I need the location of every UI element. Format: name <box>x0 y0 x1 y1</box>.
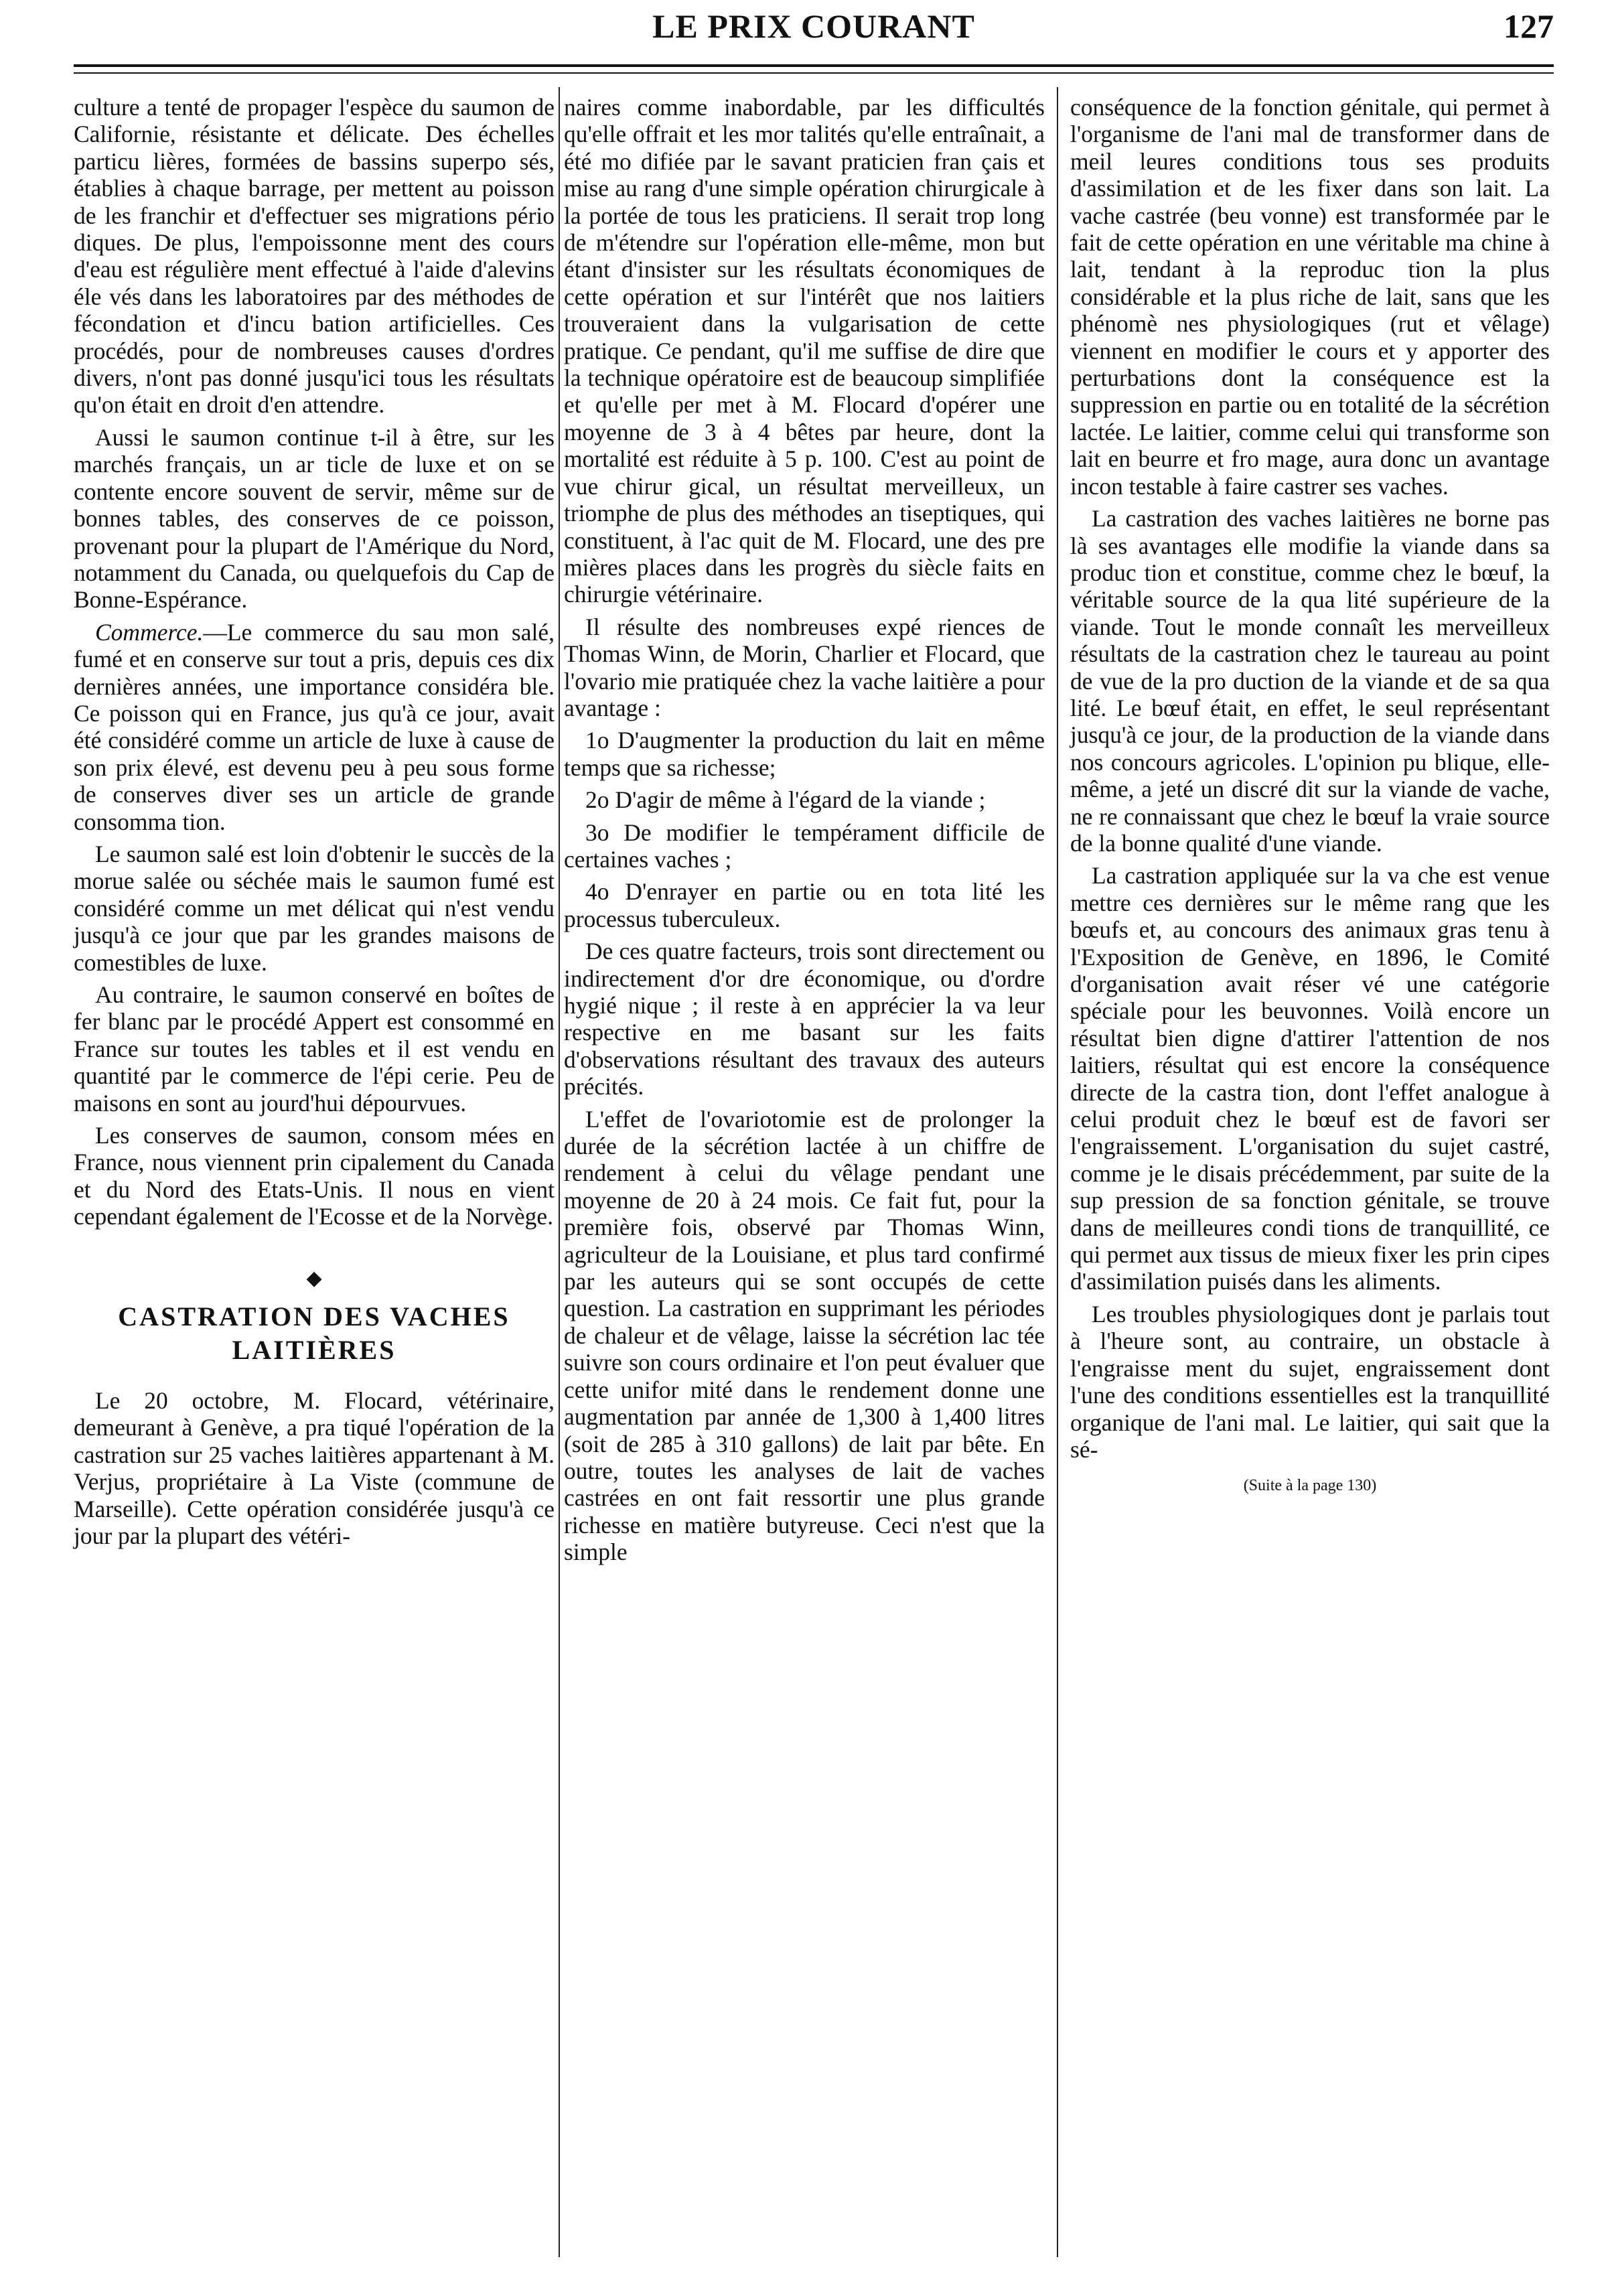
paragraph: naires comme inabordable, par les difficultés qu'elle offrait et les mor talités qu'elle entraînait, a été mo difiée par le savant praticien fran çais et mise au rang d'une simple opération chirurgicale à la portée de tous les praticiens. Il serait trop long de m'étendre sur l'opération elle-même, mon but étant d'insister sur les résultats économiques de cette opération et sur l'intérêt que nos laitiers trouveraient dans la vulgarisation de cette pratique. Ce pendant, qu'il me suffise de dire que la technique opératoire est de beaucoup simplifiée et qu'elle per met à M. Flocard d'opérer une moyenne de 3 à 4 bêtes par heure, dont la mortalité est réduite à 5 p. 100. C'est au point de vue chirur gical, un résultat merveilleux, un triomphe de plus des méthodes an tiseptiques, qui constituent, à l'ac quit de M. Flocard, une des pre mières places dans les progrès du siècle faits en chirurgie vétérinaire. <box>564 94 1045 608</box>
column-3 <box>1070 94 1550 1500</box>
paragraph-commerce <box>74 619 555 835</box>
column-1 <box>74 94 555 1555</box>
paragraph: La castration des vaches laitières ne borne pas là ses avantages elle modifie la viande dans sa produc tion et constitue, comme chez le bœuf, la véritable source de la qua lité supérieure de la viande. Tout le monde connaît les merveilleux résultats de la castration chez le taureau au point de vue de la pro duction de la viande et de sa qua lité. Le bœuf était, en effet, le seul représentant jusqu'à ce jour, de la production de la viande dans nos concours agricoles. L'opinion pu blique, elle-même, a jeté un discré dit sur la viande de vache, ne re connaissant que chez le bœuf la vraie source de la bonne qualité d'une viande. <box>1070 505 1550 857</box>
list-item: 1o D'augmenter la production du lait en même temps que sa richesse; <box>564 727 1045 781</box>
paragraph: culture a tenté de propager l'espèce du saumon de Californie, résistante et délicate. Des échelles particu lières, formées de bassins superpo sés, établies à chaque barrage, per mettent au poisson de les franchir et d'effectuer ses migrations pério diques. De plus, l'empoissonne ment des cours d'eau est régulière ment effectué à l'aide d'alevins éle vés dans les laboratoires par des méthodes de fécondation et d'incu bation artificielles. Ces procédés, pour de nombreuses causes d'ordres divers, n'ont pas donné jusqu'ici tous les résultats qu'on était en droit d'en attendre. <box>74 94 555 419</box>
column-2 <box>564 94 1045 1571</box>
list-item: 3o De modifier le tempérament difficile de certaines vaches ; <box>564 818 1045 873</box>
section-separator-icon: ◆ <box>306 1267 322 1289</box>
paragraph: Il résulte des nombreuses expé riences de Thomas Winn, de Morin, Charlier et Flocard, que l'ovario mie pratiquée chez la vache laitière a pour avantage : <box>564 613 1045 721</box>
header-rule-thin <box>74 72 1554 74</box>
list-item: 4o D'enrayer en partie ou en tota lité les processus tuberculeux. <box>564 878 1045 932</box>
paragraph: Au contraire, le saumon conservé en boîtes de fer blanc par le procédé Appert est consommé en France sur toutes les tables et il est vendu en quantité par le commerce de l'épi cerie. Peu de maisons en sont au jourd'hui dépourvues. <box>74 981 555 1117</box>
paragraph: Les conserves de saumon, consom mées en France, nous viennent prin cipalement du Canada et du Nord des Etats-Unis. Il nous en vient cependant également de l'Ecosse et de la Norvège. <box>74 1122 555 1230</box>
page-number: 127 <box>1504 7 1554 45</box>
column-divider-1 <box>559 87 560 2257</box>
commerce-lead: Commerce. <box>95 618 204 646</box>
paragraph: Le 20 octobre, M. Flocard, vétérinaire, demeurant à Genève, a pra tiqué l'opération de la castration sur 25 vaches laitières appartenant à M. Verjus, propriétaire à La Viste (commune de Marseille). Cette opération considérée jusqu'à ce jour par la plupart des vétéri- <box>74 1387 555 1550</box>
continuation-note: (Suite à la page 130) <box>1243 1477 1377 1495</box>
header-rule-thick <box>74 64 1554 67</box>
list-item: 2o D'agir de même à l'égard de la viande ; <box>585 786 986 814</box>
paragraph: De ces quatre facteurs, trois sont directement ou indirectement d'or dre économique, ou d'ordre hygié nique ; il reste à en apprécier la va leur respective en me basant sur les faits d'observations résultant des travaux des auteurs précités. <box>564 938 1045 1100</box>
column-divider-2 <box>1057 87 1058 2257</box>
paragraph: L'effet de l'ovariotomie est de prolonger la durée de la sécrétion lactée à un chiffre de rendement à celui du vêlage pendant une moyenne de 20 à 24 mois. Ce fait fut, pour la première fois, observé par Thomas Winn, agriculteur de la Louisiane, et plus tard confirmé par les auteurs qui se sont occupés de cette question. La castration en supprimant les périodes de chaleur et de vêlage, laisse la sécrétion lac tée suivre son cours ordinaire et l'on peut évaluer que cette unifor mité dans le rendement donne une augmentation par année de 1,300 à 1,400 litres (soit de 285 à 310 gallons) de lait par bête. En outre, toutes les analyses de lait de vaches castrées en ont fait ressortir une plus grande richesse en matière butyreuse. Ceci n'est que la simple <box>564 1105 1045 1566</box>
page-header <box>74 0 1554 62</box>
commerce-text: —Le commerce du sau mon salé, fumé et en conserve sur tout a pris, depuis ces dix dernières années, une importance considéra ble. Ce poisson qui en France, jus qu'à ce jour, avait été considéré comme un article de luxe à cause de son prix élevé, est devenu peu à peu sous forme de conserves diver ses un article de grande consomma tion. <box>74 618 555 835</box>
section-title: CASTRATION DES VACHES LAITIÈRES <box>118 1301 510 1366</box>
paragraph: Les troubles physiologiques dont je parlais tout à l'heure sont, au contraire, un obstacle à l'engraisse ment du sujet, engraissement dont l'une des conditions essentielles est la tranquillité organique de l'ani mal. Le laitier, qui sait que la sé- <box>1070 1300 1550 1463</box>
paragraph: Aussi le saumon continue t-il à être, sur les marchés français, un ar ticle de luxe et on se contente encore souvent de servir, même sur de bonnes tables, des conserves de ce poisson, provenant pour la plupart de l'Amérique du Nord, notamment du Canada, ou quelquefois du Cap de Bonne-Espérance. <box>74 423 555 614</box>
paragraph: conséquence de la fonction génitale, qui permet à l'organisme de l'ani mal de transformer dans de meil leures conditions tous ses produits d'assimilation et de les fixer dans son lait. La vache castrée (beu vonne) est transformée par le fait de cette opération en une véritable ma chine à lait, tendant à la reproduc tion la plus considérable et la plus riche de lait, sans que les phénomè nes physiologiques (rut et vêlage) viennent en modifier le cours et y apporter des perturbations dont la conséquence est la suppression en partie ou en totalité de la sécrétion lactée. Le laitier, comme celui qui transforme son lait en beurre et fro mage, aura donc un avantage incon testable à faire castrer ses vaches. <box>1070 94 1550 500</box>
journal-title: LE PRIX COURANT <box>652 7 975 45</box>
paragraph: Le saumon salé est loin d'obtenir le succès de la morue salée ou séchée mais le saumon fumé est considéré comme un met délicat qui n'est vendu jusqu'à ce jour que par les grandes maisons de comestibles de luxe. <box>74 840 555 976</box>
paragraph: La castration appliquée sur la va che est venue mettre ces dernières sur le même rang que les bœufs et, au concours des animaux gras tenu à l'Exposition de Genève, en 1896, le Comité d'organisation avait réser vé une catégorie spéciale pour les beuvonnes. Voilà encore un résultat bien digne d'attirer l'attention de nos laitiers, résultat qui est encore la conséquence directe de la castra tion, dont l'effet analogue à celui produit chez le bœuf est de favori ser l'engraissement. L'organisation du sujet castré, comme je le disais précédemment, par suite de la sup pression de sa fonction génitale, se trouve dans de meilleures condi tions de tranquillité, ce qui permet aux tissus de mieux fixer les prin cipes d'assimilation puisés dans les aliments. <box>1070 862 1550 1295</box>
